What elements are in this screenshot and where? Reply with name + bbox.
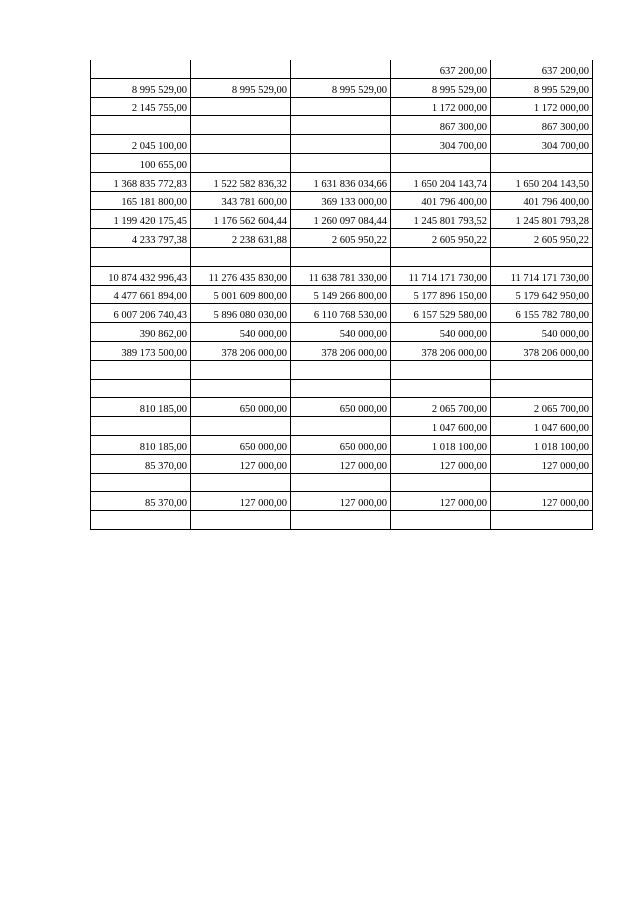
table-row	[91, 116, 593, 135]
table-cell: 650 000,00	[191, 398, 291, 417]
table-cell	[191, 247, 291, 266]
table-cell: 378 206 000,00	[391, 341, 491, 360]
table-cell: 127 000,00	[391, 492, 491, 511]
table-cell: 2 065 700,00	[491, 398, 593, 417]
table-cell: 100 655,00	[91, 153, 191, 172]
table-cell: 1 631 836 034,66	[291, 172, 391, 191]
table-cell: 2 065 700,00	[391, 398, 491, 417]
table-row	[91, 511, 593, 530]
table-cell	[191, 473, 291, 492]
table-cell: 1 260 097 084,44	[291, 210, 391, 229]
table-cell	[391, 473, 491, 492]
table-cell: 5 896 080 030,00	[191, 304, 291, 323]
table-cell: 6 007 206 740,43	[91, 304, 191, 323]
table-cell	[391, 379, 491, 398]
table-cell	[391, 153, 491, 172]
table-row	[91, 304, 593, 323]
table-cell: 650 000,00	[291, 435, 391, 454]
table-cell: 378 206 000,00	[291, 341, 391, 360]
table-cell	[91, 247, 191, 266]
table-cell: 2 605 950,22	[291, 229, 391, 248]
table-row	[91, 492, 593, 511]
table-cell: 127 000,00	[391, 454, 491, 473]
table-row	[91, 97, 593, 116]
table-cell: 1 522 582 836,32	[191, 172, 291, 191]
table-cell: 304 700,00	[391, 135, 491, 154]
budget-table-body	[91, 60, 593, 529]
table-cell	[391, 360, 491, 379]
table-cell	[291, 379, 391, 398]
table-cell	[91, 417, 191, 436]
table-cell: 1 172 000,00	[491, 97, 593, 116]
table-cell: 540 000,00	[391, 323, 491, 342]
table-cell: 8 995 529,00	[391, 78, 491, 97]
table-cell: 127 000,00	[291, 492, 391, 511]
table-cell: 1 176 562 604,44	[191, 210, 291, 229]
table-cell	[491, 247, 593, 266]
table-cell	[191, 417, 291, 436]
table-cell: 1 368 835 772,83	[91, 172, 191, 191]
table-row	[91, 473, 593, 492]
table-cell	[191, 135, 291, 154]
table-cell	[291, 60, 391, 78]
budget-table	[90, 60, 593, 530]
table-cell	[191, 116, 291, 135]
table-cell	[391, 247, 491, 266]
table-cell: 1 047 600,00	[491, 417, 593, 436]
table-cell: 650 000,00	[191, 435, 291, 454]
table-row	[91, 135, 593, 154]
table-cell: 540 000,00	[291, 323, 391, 342]
table-cell: 5 001 609 800,00	[191, 285, 291, 304]
table-cell: 4 233 797,38	[91, 229, 191, 248]
table-cell: 85 370,00	[91, 492, 191, 511]
table-cell	[291, 473, 391, 492]
table-cell: 810 185,00	[91, 435, 191, 454]
table-cell: 637 200,00	[391, 60, 491, 78]
table-cell	[191, 153, 291, 172]
table-cell	[391, 511, 491, 530]
table-row	[91, 247, 593, 266]
table-row	[91, 379, 593, 398]
table-cell: 8 995 529,00	[291, 78, 391, 97]
table-cell	[291, 97, 391, 116]
table-cell	[491, 153, 593, 172]
table-cell: 1 172 000,00	[391, 97, 491, 116]
table-row	[91, 229, 593, 248]
table-cell: 127 000,00	[191, 454, 291, 473]
table-cell	[291, 153, 391, 172]
table-row	[91, 417, 593, 436]
table-row	[91, 454, 593, 473]
table-cell	[191, 360, 291, 379]
table-cell: 650 000,00	[291, 398, 391, 417]
table-row	[91, 435, 593, 454]
table-cell: 343 781 600,00	[191, 191, 291, 210]
table-cell	[291, 417, 391, 436]
table-cell: 389 173 500,00	[91, 341, 191, 360]
table-row	[91, 266, 593, 285]
table-cell	[291, 135, 391, 154]
table-row	[91, 341, 593, 360]
table-cell: 304 700,00	[491, 135, 593, 154]
table-cell: 810 185,00	[91, 398, 191, 417]
table-cell: 2 238 631,88	[191, 229, 291, 248]
table-cell: 11 714 171 730,00	[391, 266, 491, 285]
table-row	[91, 210, 593, 229]
table-cell: 127 000,00	[491, 492, 593, 511]
table-cell: 8 995 529,00	[91, 78, 191, 97]
table-cell	[91, 360, 191, 379]
table-cell: 369 133 000,00	[291, 191, 391, 210]
table-cell	[91, 473, 191, 492]
table-cell: 10 874 432 996,43	[91, 266, 191, 285]
table-cell: 401 796 400,00	[491, 191, 593, 210]
table-row	[91, 60, 593, 78]
table-cell: 6 110 768 530,00	[291, 304, 391, 323]
table-cell: 6 155 782 780,00	[491, 304, 593, 323]
table-row	[91, 398, 593, 417]
table-cell: 2 145 755,00	[91, 97, 191, 116]
table-cell	[491, 473, 593, 492]
table-cell: 8 995 529,00	[191, 78, 291, 97]
table-cell	[191, 511, 291, 530]
table-cell: 1 018 100,00	[491, 435, 593, 454]
table-row	[91, 191, 593, 210]
table-cell: 390 862,00	[91, 323, 191, 342]
table-row	[91, 153, 593, 172]
table-cell: 6 157 529 580,00	[391, 304, 491, 323]
table-cell: 1 199 420 175,45	[91, 210, 191, 229]
table-cell: 867 300,00	[391, 116, 491, 135]
table-cell: 8 995 529,00	[491, 78, 593, 97]
table-cell	[191, 379, 291, 398]
table-cell: 1 245 801 793,28	[491, 210, 593, 229]
table-cell: 1 018 100,00	[391, 435, 491, 454]
table-cell: 401 796 400,00	[391, 191, 491, 210]
table-cell: 85 370,00	[91, 454, 191, 473]
table-cell: 5 179 642 950,00	[491, 285, 593, 304]
table-cell: 11 714 171 730,00	[491, 266, 593, 285]
table-cell	[191, 97, 291, 116]
table-cell: 165 181 800,00	[91, 191, 191, 210]
table-cell	[491, 360, 593, 379]
table-cell: 11 638 781 330,00	[291, 266, 391, 285]
table-row	[91, 285, 593, 304]
table-cell: 540 000,00	[191, 323, 291, 342]
table-cell: 637 200,00	[491, 60, 593, 78]
table-row	[91, 172, 593, 191]
table-cell	[91, 511, 191, 530]
table-cell: 2 605 950,22	[391, 229, 491, 248]
table-cell	[491, 511, 593, 530]
table-cell	[291, 511, 391, 530]
table-cell	[91, 60, 191, 78]
table-cell: 2 605 950,22	[491, 229, 593, 248]
table-row	[91, 323, 593, 342]
table-cell	[91, 116, 191, 135]
table-cell: 4 477 661 894,00	[91, 285, 191, 304]
table-cell	[291, 360, 391, 379]
table-cell: 378 206 000,00	[491, 341, 593, 360]
table-cell: 5 149 266 800,00	[291, 285, 391, 304]
table-cell: 1 650 204 143,74	[391, 172, 491, 191]
table-cell: 1 245 801 793,52	[391, 210, 491, 229]
table-cell: 2 045 100,00	[91, 135, 191, 154]
table-cell: 1 047 600,00	[391, 417, 491, 436]
table-cell: 127 000,00	[491, 454, 593, 473]
table-row	[91, 360, 593, 379]
table-cell: 5 177 896 150,00	[391, 285, 491, 304]
table-cell	[91, 379, 191, 398]
table-cell: 127 000,00	[291, 454, 391, 473]
table-cell	[491, 379, 593, 398]
table-cell: 11 276 435 830,00	[191, 266, 291, 285]
table-cell	[291, 247, 391, 266]
table-cell: 1 650 204 143,50	[491, 172, 593, 191]
table-row	[91, 78, 593, 97]
table-cell: 540 000,00	[491, 323, 593, 342]
table-cell: 867 300,00	[491, 116, 593, 135]
table-cell	[291, 116, 391, 135]
table-cell	[191, 60, 291, 78]
table-cell: 127 000,00	[191, 492, 291, 511]
table-cell: 378 206 000,00	[191, 341, 291, 360]
